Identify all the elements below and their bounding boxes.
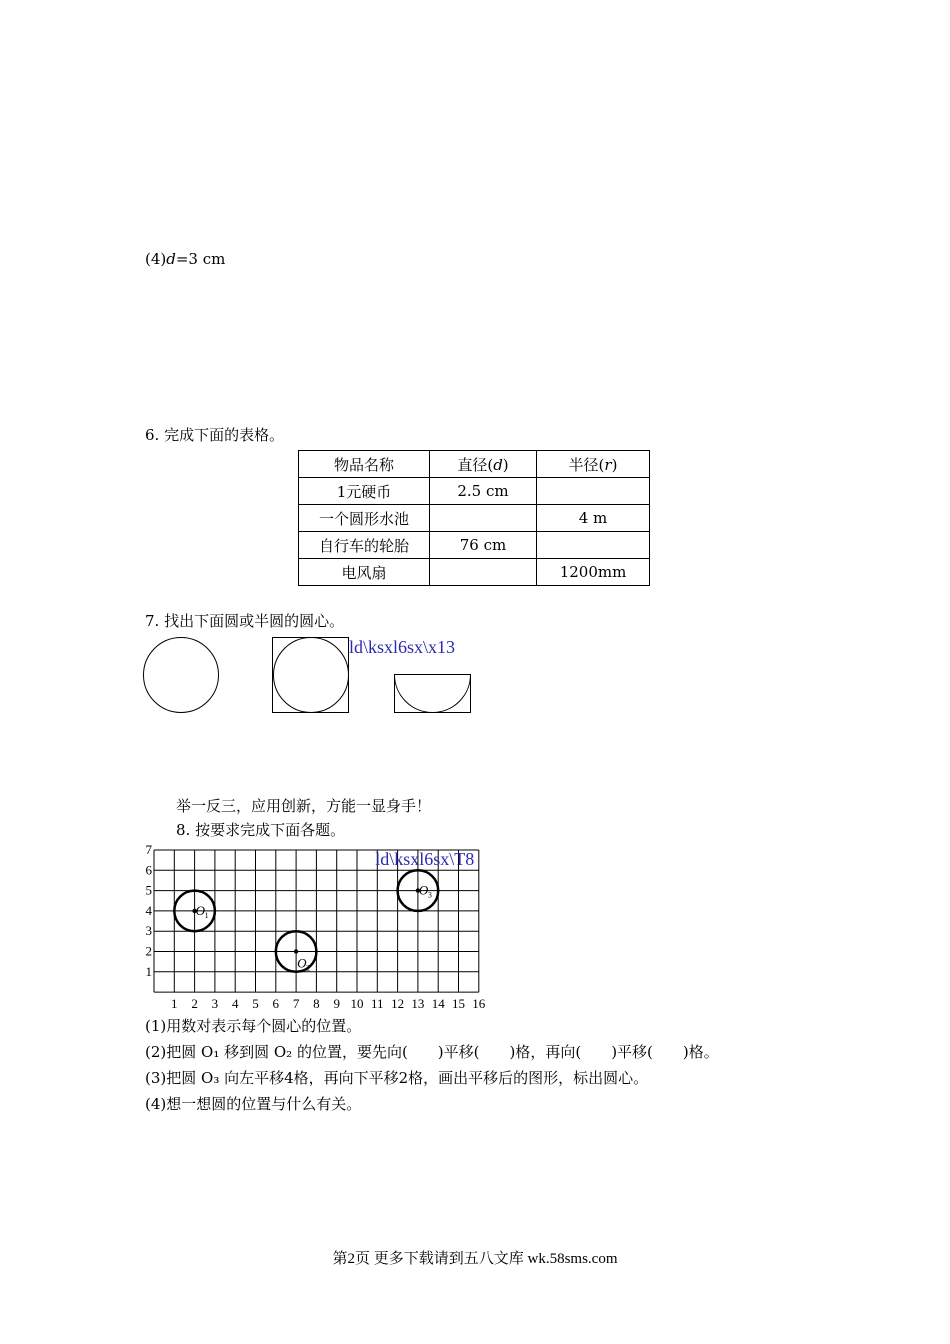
row-r: 1200mm [537, 559, 650, 586]
row-name: 一个圆形水池 [299, 505, 430, 532]
header-diameter: 直径(d) [430, 451, 537, 478]
x-tick-label: 1 [171, 996, 178, 1012]
circle-label-sub: 2 [306, 963, 311, 973]
circle-label-o1: O [195, 902, 205, 918]
header-radius: 半径(r) [537, 451, 650, 478]
q8-part2: (2)把圆 O₁ 移到圆 O₂ 的位置，要先向( )平移( )格，再向( )平移( )格。 [145, 1043, 719, 1061]
x-tick-label: 10 [350, 996, 364, 1012]
q8-intro: 举一反三，应用创新，方能一显身手！ [176, 797, 432, 815]
y-tick-label: 3 [145, 923, 152, 939]
circle-label-o2: O [297, 955, 307, 971]
x-tick-label: 8 [313, 996, 320, 1012]
header-name: 物品名称 [299, 451, 430, 478]
q5-part4-var: d [166, 250, 176, 268]
q5-part4-rest: =3 cm [175, 250, 226, 268]
circle-center-o2 [294, 949, 298, 953]
x-tick-label: 14 [431, 996, 445, 1012]
y-tick-label: 7 [145, 842, 152, 857]
q7-semicircle-rect [395, 675, 471, 713]
x-tick-label: 4 [231, 996, 239, 1012]
row-d [430, 505, 537, 532]
q8-part1: (1)用数对表示每个圆心的位置。 [145, 1017, 362, 1035]
q8-title: 8. 按要求完成下面各题。 [176, 821, 346, 839]
q5-part4 [145, 250, 225, 268]
row-name: 电风扇 [299, 559, 430, 586]
y-tick-label: 6 [145, 862, 152, 878]
y-tick-label: 4 [145, 902, 152, 918]
row-r [537, 532, 650, 559]
q7-semicircle [394, 674, 472, 714]
q6-table [298, 450, 650, 586]
y-tick-label: 5 [145, 882, 152, 898]
x-tick-label: 11 [371, 996, 384, 1012]
x-tick-label: 15 [452, 996, 465, 1012]
q7-circle-in-square [273, 637, 349, 713]
q5-part4-prefix: (4) [145, 250, 167, 268]
q8-part4: (4)想一想圆的位置与什么有关。 [145, 1095, 362, 1113]
circle-label-o3: O [418, 882, 429, 898]
table-row [299, 532, 650, 559]
page-footer: 第2页 更多下载请到五八文库 wk.58sms.com [332, 1251, 618, 1267]
row-d [430, 559, 537, 586]
q6-title: 6. 完成下面的表格。 [145, 426, 285, 444]
x-tick-label: 12 [391, 996, 405, 1012]
x-tick-label: 3 [211, 996, 219, 1012]
q7-ref-code: ld\ksxl6sx\x13 [349, 637, 456, 657]
table-row [299, 478, 650, 505]
row-name: 1元硬币 [299, 478, 430, 505]
circle-label-sub: 3 [427, 890, 432, 900]
row-r [537, 478, 650, 505]
y-tick-label: 1 [145, 963, 152, 979]
table-row [299, 559, 650, 586]
y-tick-label: 2 [145, 943, 152, 959]
q7-title: 7. 找出下面圆或半圆的圆心。 [145, 612, 345, 630]
x-tick-label: 9 [333, 996, 340, 1012]
table-header-row [299, 451, 650, 478]
q7-semicircle-arc [395, 675, 471, 713]
circle-label-sub: 1 [204, 910, 209, 920]
table-row [299, 505, 650, 532]
x-tick-label: 13 [411, 996, 425, 1012]
row-name: 自行车的轮胎 [299, 532, 430, 559]
x-tick-label: 16 [472, 996, 486, 1012]
row-d: 2.5 cm [430, 478, 537, 505]
x-tick-label: 5 [252, 996, 259, 1012]
x-tick-label: 6 [272, 996, 280, 1012]
x-tick-label: 7 [292, 996, 300, 1012]
row-d: 76 cm [430, 532, 537, 559]
q8-ref-code: ld\ksxl6sx\T8 [375, 849, 475, 869]
x-tick-label: 2 [191, 996, 198, 1012]
q7-circle [143, 637, 219, 713]
row-r: 4 m [537, 505, 650, 532]
q8-part3: (3)把圆 O₃ 向左平移4格，再向下平移2格，画出平移后的图形，标出圆心。 [145, 1069, 649, 1087]
q8-grid [140, 842, 490, 1014]
